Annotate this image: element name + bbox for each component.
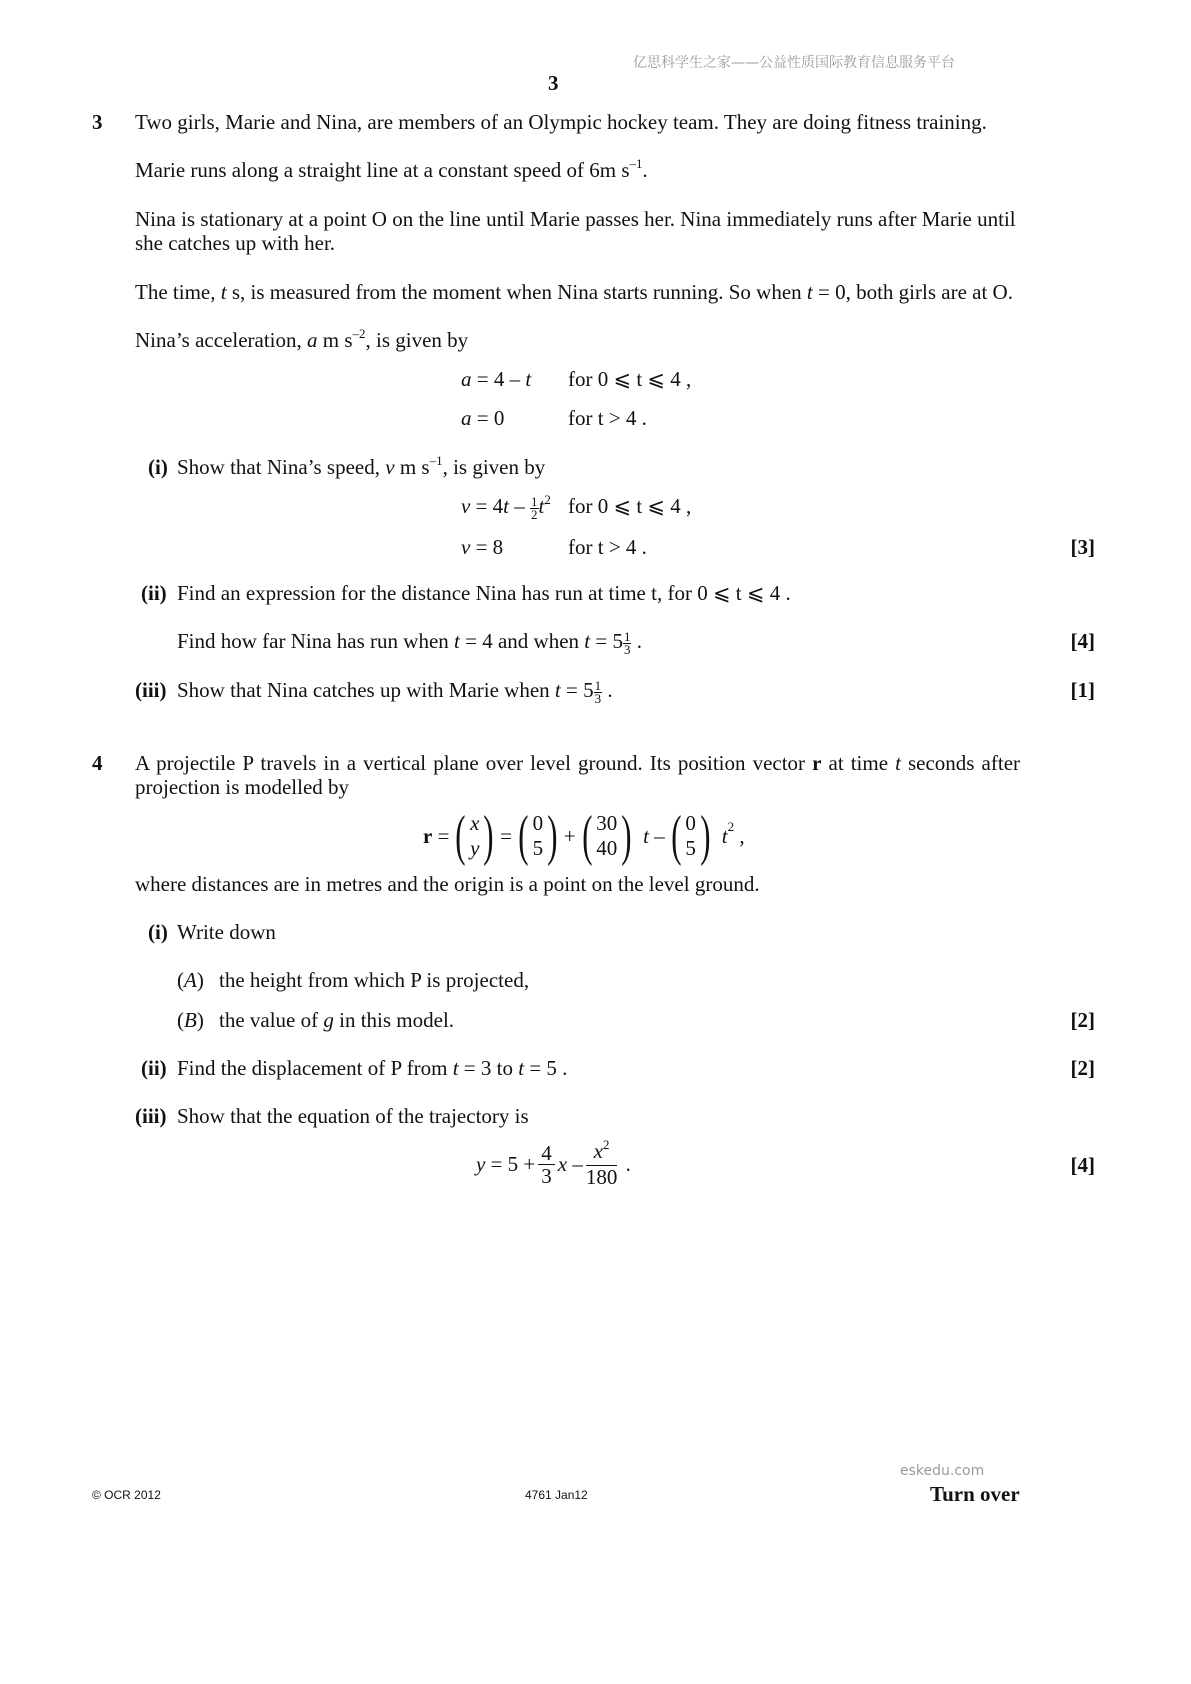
footer-code: 4761 Jan12 bbox=[525, 1488, 588, 1502]
q3-acceleration: Nina’s acceleration, a m $s^{-2}$, is given by bbox=[135, 326, 469, 352]
q4-part-iB-text: the value of g in this model. bbox=[219, 1008, 455, 1032]
q3-speed-cond2: for t > 4 . bbox=[568, 535, 647, 559]
four-thirds-fraction: $\frac{4}{3}$ bbox=[538, 1142, 555, 1187]
q4-position-equation: r = ( x y ) = ( 0 5 ) + ( 30 40 ) t – ( 0 5 ) t 2 , bbox=[423, 805, 745, 867]
q4-part-iii-marks: [4] bbox=[1070, 1153, 1095, 1177]
q3-accel-eq1: a = 4 – t bbox=[461, 367, 532, 391]
q4-part-i-text: Write down bbox=[177, 920, 276, 944]
q3-speed-eq1: v = 4t – $\frac{1}{2}$ $t^2$ bbox=[461, 492, 551, 522]
vector-velocity: ( 30 40 ) bbox=[581, 805, 632, 867]
q3-marie: Marie runs along a straight line at a constant speed of 6m $s^{-1}$. bbox=[135, 156, 648, 182]
footer-copyright: © OCR 2012 bbox=[92, 1488, 161, 1502]
footer-turn-over: Turn over bbox=[930, 1482, 1020, 1506]
q3-part-iii-text: Show that Nina catches up with Marie when t = 5 $\frac{1}{3}$ . bbox=[177, 677, 613, 706]
q3-accel-cond2: for t > 4 . bbox=[568, 406, 647, 430]
q4-part-iB-label: (B) bbox=[177, 1008, 204, 1032]
q4-part-ii-marks: [2] bbox=[1070, 1056, 1095, 1080]
q4-part-i-label: (i) bbox=[148, 920, 168, 944]
footer-site: eskedu.com bbox=[900, 1463, 985, 1479]
q3-intro: Two girls, Marie and Nina, are members of an Olympic hockey team. They are doing fitness training. bbox=[135, 110, 987, 134]
x-squared-fraction: $\frac{x^2}{180}$ bbox=[585, 1137, 618, 1189]
q4-intro: A projectile P travels in a vertical plane over level ground. Its position vector r at time t seconds after projection is modelled by bbox=[135, 751, 1021, 799]
third-fraction: $\frac{1}{3}$ bbox=[623, 628, 631, 657]
q3-speed-cond1: for 0 ⩽ t ⩽ 4 , bbox=[568, 494, 692, 518]
q3-part-i-label: (i) bbox=[148, 455, 168, 479]
q4-part-iii-label: (iii) bbox=[135, 1104, 167, 1128]
q3-accel-cond1: for 0 ⩽ t ⩽ 4 , bbox=[568, 367, 692, 391]
header-watermark: 亿思科学生之家——公益性质国际教育信息服务平台 bbox=[633, 55, 955, 71]
third-fraction: $\frac{1}{3}$ bbox=[594, 677, 602, 706]
q3-part-i-text: Show that Nina’s speed, v m $s^{-1}$, is given by bbox=[177, 453, 546, 479]
vector-gravity: ( 0 5 ) bbox=[670, 805, 711, 867]
q3-part-ii-text1: Find an expression for the distance Nina has run at time t, for 0 ⩽ t ⩽ 4 . bbox=[177, 581, 791, 605]
q3-speed-eq2: v = 8 bbox=[461, 535, 504, 559]
vector-initial: ( 0 5 ) bbox=[518, 805, 558, 867]
q4-part-i-marks: [2] bbox=[1070, 1008, 1095, 1032]
page-number: 3 bbox=[548, 71, 559, 95]
q4-part-iA-label: (A) bbox=[177, 968, 204, 992]
q4-part-iii-text: Show that the equation of the trajectory is bbox=[177, 1104, 529, 1128]
q4-part-ii-label: (ii) bbox=[141, 1056, 167, 1080]
q3-number: 3 bbox=[92, 110, 103, 134]
q4-number: 4 bbox=[92, 751, 103, 775]
q3-nina-stationary: Nina is stationary at a point O on the line until Marie passes her. Nina immediately runs after Marie until she catches up with her. bbox=[135, 207, 1016, 255]
q3-part-iii-marks: [1] bbox=[1070, 678, 1095, 702]
q3-time: The time, t s, is measured from the moment when Nina starts running. So when t = 0, both girls are at O. bbox=[135, 280, 1013, 304]
q3-part-i-marks: [3] bbox=[1070, 535, 1095, 559]
q3-part-ii-text2: Find how far Nina has run when t = 4 and when t = 5 $\frac{1}{3}$ . bbox=[177, 628, 642, 657]
half-fraction: $\frac{1}{2}$ bbox=[531, 493, 538, 522]
q3-accel-eq2: a = 0 bbox=[461, 406, 505, 430]
q3-part-iii-label: (iii) bbox=[135, 678, 167, 702]
vector-xy: ( x y ) bbox=[455, 805, 494, 867]
q3-part-ii-label: (ii) bbox=[141, 581, 167, 605]
q4-part-ii-text: Find the displacement of P from t = 3 to t = 5 . bbox=[177, 1056, 568, 1080]
q4-part-iA-text: the height from which P is projected, bbox=[219, 968, 530, 992]
q3-part-ii-marks: [4] bbox=[1070, 629, 1095, 653]
q4-trajectory-equation: y = 5 + $\frac{4}{3}$ x – $\frac{x^2}{180}$ . bbox=[476, 1137, 631, 1189]
q4-where: where distances are in metres and the origin is a point on the level ground. bbox=[135, 872, 760, 896]
